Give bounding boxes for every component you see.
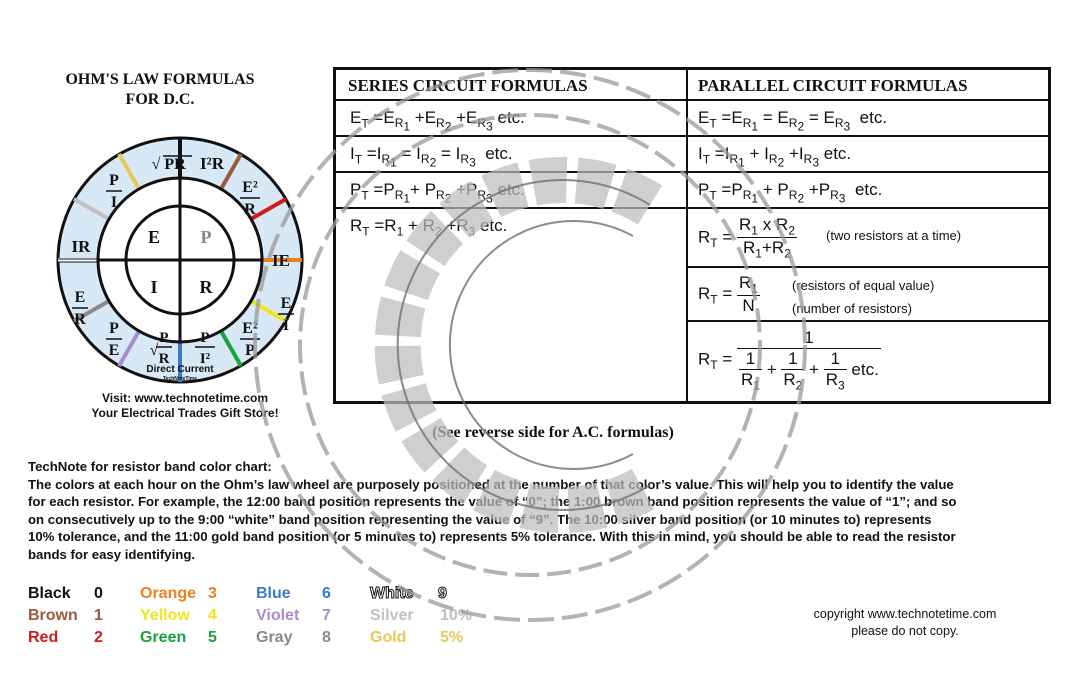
legend-green-value: 5 (208, 629, 217, 646)
legend-gold-value: 5% (440, 629, 464, 646)
series-resistance-formula: $R_T =R_1 + R_2 +R_3$ etc. (350, 216, 508, 239)
formula-ei-den: I (282, 317, 290, 334)
formula-sqrt-pr: PR (164, 156, 186, 173)
legend-silver-value: 10% (440, 607, 473, 624)
wheel-title-line2: FOR D.C. (125, 91, 195, 108)
formula-ir: IR (71, 237, 91, 256)
legend-white-value: 9 (438, 585, 447, 602)
legend-brown-name: Brown (28, 607, 78, 624)
note-equal-value: (resistors of equal value) (792, 278, 935, 293)
legend-violet-name: Violet (256, 607, 300, 624)
formula-e2r-den: R (244, 201, 256, 218)
formula-sqrt-pr-symbol: √ (151, 156, 161, 173)
series-voltage-formula: $E_T =E_{R_1} +E_{R_2} +E_{R_3}$ etc. (350, 108, 525, 134)
legend-black-value: 0 (94, 585, 103, 602)
legend-yellow-value: 4 (208, 607, 217, 624)
legend-gold-name: Gold (370, 629, 407, 646)
center-p: P (200, 227, 212, 247)
legend-brown-value: 1 (94, 607, 103, 624)
store-visit-text (40, 391, 330, 421)
formula-e2p-num: E² (242, 320, 258, 337)
formula-pe-num: P (109, 320, 119, 337)
legend-gray-name: Gray (256, 629, 293, 646)
formula-er-num: E (74, 289, 86, 306)
legend-violet-value: 7 (322, 607, 331, 624)
store-url: Visit: www.technotetime.com (101, 391, 269, 405)
legend-yellow-name: Yellow (140, 607, 190, 624)
legend-blue-name: Blue (256, 585, 291, 602)
reverse-side-note: (See reverse side for A.C. formulas) (432, 424, 674, 441)
legend-orange-value: 3 (208, 585, 217, 602)
formula-ie: IE (272, 251, 290, 270)
copyright-line1: copyright www.technotetime.com (813, 607, 997, 621)
formula-e2p-den: P (245, 342, 255, 359)
formula-pi-den: I (110, 194, 118, 211)
copyright-line2: please do not copy. (851, 624, 959, 638)
parallel-two-resistor-formula: $R_T$ = $\frac{R_1 x R_2}{R_1+R_2}$ (698, 215, 795, 261)
formula-pi2-den: I² (199, 351, 211, 367)
legend-gray-value: 8 (322, 629, 331, 646)
legend-blue-value: 6 (322, 585, 331, 602)
series-power-formula: $P_T =P_{R_1}+ P_{R_2} +P_{R_3}$ etc. (350, 180, 525, 206)
series-header: SERIES CIRCUIT FORMULAS (348, 76, 588, 95)
formula-sqrt-pr2-symbol: √ (149, 342, 159, 359)
formula-e2r-num: E² (242, 179, 258, 196)
series-current-formula: $I_T =I_{R_1} = I_{R_2} = I_{R_3}$ etc. (350, 144, 513, 170)
technote-heading: TechNote for resistor band color chart: (28, 459, 272, 474)
formula-pe-den: E (108, 342, 120, 359)
formula-pi2-num: P (200, 330, 210, 346)
legend-black-name: Black (28, 585, 71, 602)
legend-red-value: 2 (94, 629, 103, 646)
parallel-equal-formula: $R_T$ = $\frac{R_1}{N}$ (698, 273, 758, 316)
wheel-title (40, 70, 280, 110)
wheel-brand: TechNoteTime (163, 376, 197, 382)
technote-section (28, 458, 958, 563)
formula-pi-num: P (109, 172, 119, 189)
parallel-current-formula: $I_T =I_{R_1} + I_{R_2} +I_{R_3}$ etc. (698, 144, 852, 170)
wheel-title-line1: OHM'S LAW FORMULAS (65, 71, 255, 88)
formula-ei-num: E (280, 295, 292, 312)
parallel-power-formula: $P_T =P_{R_1} + P_{R_2} +P_{R_3}$ etc. (698, 180, 883, 206)
formula-sqrt-pr2-num: P (159, 330, 169, 346)
parallel-reciprocal-formula: $R_T$ = 1 $\frac{1}{R_1}$ + $\frac{1}{R_2}$ + $\frac{1}{R_3}$ etc. (698, 328, 879, 393)
note-number-of-resistors: (number of resistors) (792, 301, 912, 316)
center-r: R (199, 277, 213, 297)
formula-er-den: R (74, 311, 86, 328)
ohms-law-wheel (52, 132, 310, 390)
store-tagline: Your Electrical Trades Gift Store! (91, 406, 279, 420)
parallel-voltage-formula: $E_T =E_{R_1} = E_{R_2} = E_{R_3}$ etc. (698, 108, 888, 134)
legend-green-name: Green (140, 629, 187, 646)
center-i: I (150, 277, 158, 297)
legend-red-name: Red (28, 629, 59, 646)
technote-body: The colors at each hour on the Ohm’s law wheel are purposely positioned at the number of that color’s value. This will help you to identify the value for each resistor. For example, the 12:00 band position represents the value of “0”; the 1:00 brown band position represents the value of “1”; and so on consecutively up to the 9:00 “white” band position representing the value of “9”. The 10:00 silver band position (or 10 minutes to) represents 10% tolerance, and the 11:00 gold band position (or 5 minutes to) represents 5% tolerance. With this in mind, you should be able to read the resistor bands for easy identifying. (28, 476, 957, 562)
formula-table (333, 67, 1051, 404)
note-two-resistors: (two resistors at a time) (826, 228, 962, 243)
formula-i2r: I²R (200, 154, 224, 173)
center-e: E (147, 227, 161, 247)
parallel-header: PARALLEL CIRCUIT FORMULAS (698, 76, 968, 95)
legend-white-name: White (370, 585, 414, 602)
formula-sqrt-pr2-den: R (158, 351, 170, 367)
wheel-caption: Direct Current (146, 364, 214, 375)
legend-silver-name: Silver (370, 607, 414, 624)
copyright-notice (780, 606, 1030, 640)
legend-orange-name: Orange (140, 585, 197, 602)
